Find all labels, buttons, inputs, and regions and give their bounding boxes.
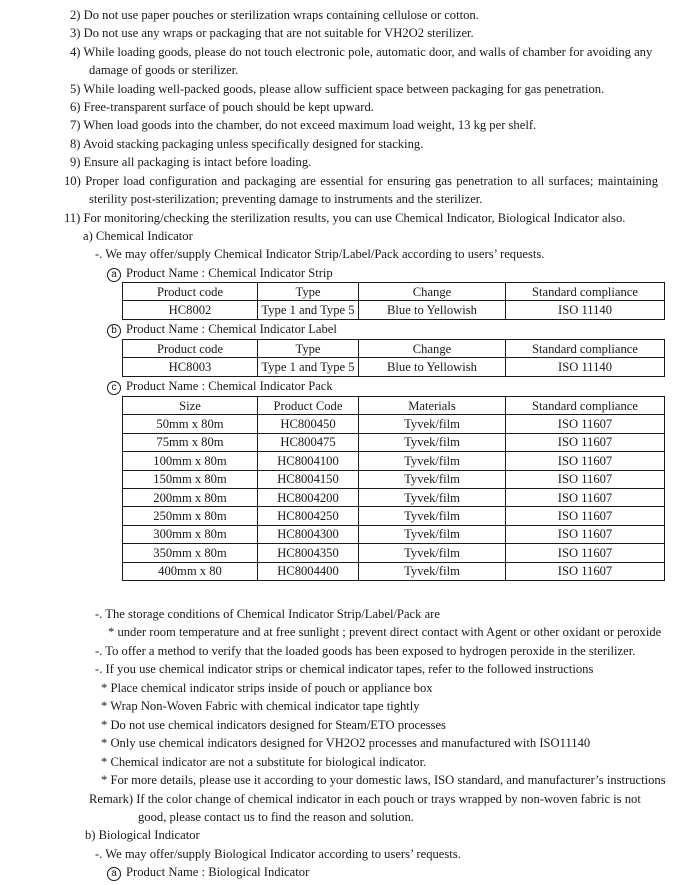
circled-b-marker: b [107,324,121,338]
cell-product-code: HC8004250 [258,507,359,525]
cell-standard: ISO 11607 [506,433,665,451]
item-6: 6) Free-transparent surface of pouch should be kept upward. [70,100,374,114]
storage-conditions: -. The storage conditions of Chemical Indicator Strip/Label/Pack are [95,607,440,621]
table-row [123,301,665,319]
circled-c-marker: c [107,381,121,395]
cell-size: 150mm x 80m [123,470,258,488]
cell-product-code: HC8004200 [258,488,359,506]
table-row [123,415,665,433]
table-row [123,358,665,376]
header-type: Type [258,283,359,301]
cell-product-code: HC8002 [123,301,258,319]
remark: Remark) If the color change of chemical indicator in each pouch or trays wrapped by non-woven fabric is not [89,792,641,806]
circled-a-marker: a [107,268,121,282]
header-materials: Materials [359,397,506,415]
pack-table [122,396,665,581]
strip-product-title [107,265,333,282]
circled-a-marker: a [107,867,121,881]
cell-product-code: HC8004350 [258,544,359,562]
cell-size: 400mm x 80 [123,562,258,580]
cell-standard: ISO 11607 [506,562,665,580]
table-row [123,433,665,451]
item-10: 10) Proper load configuration and packaging are essential for ensuring gas penetration to all surfaces; maintaining [64,174,658,188]
header-standard: Standard compliance [506,340,665,358]
cell-materials: Tyvek/film [359,415,506,433]
label-product-title [107,321,337,338]
cell-materials: Tyvek/film [359,470,506,488]
header-product-code: Product code [123,340,258,358]
table-row [123,452,665,470]
item-5: 5) While loading well-packed goods, please allow sufficient space between packaging for gas penetration. [70,82,605,96]
table-row [123,562,665,580]
cell-product-code: HC800450 [258,415,359,433]
cell-materials: Tyvek/film [359,562,506,580]
instructions-intro: -. If you use chemical indicator strips or chemical indicator tapes, refer to the followed instructions [95,662,594,676]
cell-materials: Tyvek/film [359,488,506,506]
pack-title-text: Product Name : Chemical Indicator Pack [126,379,333,393]
cell-materials: Tyvek/film [359,433,506,451]
chemical-indicator-heading: a) Chemical Indicator [83,229,193,243]
label-table [122,339,665,377]
cell-size: 300mm x 80m [123,525,258,543]
cell-type: Type 1 and Type 5 [258,301,359,319]
table-header-row [123,397,665,415]
strip-title-text: Product Name : Chemical Indicator Strip [126,266,333,280]
table-header-row [123,340,665,358]
remark-cont: good, please contact us to find the reason and solution. [138,810,414,824]
table-row [123,507,665,525]
cell-product-code: HC8004100 [258,452,359,470]
cell-type: Type 1 and Type 5 [258,358,359,376]
cell-size: 200mm x 80m [123,488,258,506]
header-product-code: Product code [123,283,258,301]
instruction-item: * Do not use chemical indicators designed for Steam/ETO processes [101,718,446,732]
cell-product-code: HC8003 [123,358,258,376]
instruction-item: * For more details, please use it according to your domestic laws, ISO standard, and manufacturer’s instructions [101,773,666,787]
storage-detail: * under room temperature and at free sunlight ; prevent direct contact with Agent or other oxidant or peroxide [108,625,662,639]
table-row [123,525,665,543]
header-size: Size [123,397,258,415]
item-4-cont: damage of goods or sterilizer. [89,63,239,77]
cell-product-code: HC8004400 [258,562,359,580]
cell-product-code: HC800475 [258,433,359,451]
item-10-cont: sterility post-sterilization; preventing damage to instruments and the sterilizer. [89,192,483,206]
cell-size: 350mm x 80m [123,544,258,562]
header-type: Type [258,340,359,358]
instruction-item: * Wrap Non-Woven Fabric with chemical indicator tape tightly [101,699,420,713]
instruction-item: * Only use chemical indicators designed for VH2O2 processes and manufactured with ISO11140 [101,736,591,750]
cell-standard: ISO 11607 [506,544,665,562]
table-row [123,470,665,488]
cell-product-code: HC8004150 [258,470,359,488]
table-header-row [123,283,665,301]
header-change: Change [359,283,506,301]
header-standard: Standard compliance [506,397,665,415]
cell-standard: ISO 11607 [506,452,665,470]
item-8: 8) Avoid stacking packaging unless specifically designed for stacking. [70,137,424,151]
biological-product-title [107,864,309,881]
cell-standard: ISO 11140 [506,358,665,376]
pack-product-title [107,378,333,395]
item-3: 3) Do not use any wraps or packaging that are not suitable for VH2O2 sterilizer. [70,26,474,40]
item-2: 2) Do not use paper pouches or sterilization wraps containing cellulose or cotton. [70,8,479,22]
biological-title-text: Product Name : Biological Indicator [126,865,310,879]
cell-materials: Tyvek/film [359,544,506,562]
cell-standard: ISO 11607 [506,415,665,433]
cell-standard: ISO 11607 [506,470,665,488]
chemical-offer-text: -. We may offer/supply Chemical Indicator Strip/Label/Pack according to users’ requests. [95,247,545,261]
cell-size: 250mm x 80m [123,507,258,525]
biological-offer-text: -. We may offer/supply Biological Indicator according to users’ requests. [95,847,461,861]
cell-product-code: HC8004300 [258,525,359,543]
strip-table [122,282,665,320]
verify-method: -. To offer a method to verify that the loaded goods has been exposed to hydrogen peroxide in the sterilizer. [95,644,636,658]
cell-standard: ISO 11607 [506,507,665,525]
cell-size: 50mm x 80m [123,415,258,433]
cell-standard: ISO 11607 [506,525,665,543]
item-4: 4) While loading goods, please do not touch electronic pole, automatic door, and walls of chamber for avoiding any [70,45,653,59]
cell-size: 100mm x 80m [123,452,258,470]
cell-materials: Tyvek/film [359,525,506,543]
cell-standard: ISO 11607 [506,488,665,506]
header-change: Change [359,340,506,358]
table-row [123,544,665,562]
cell-change: Blue to Yellowish [359,301,506,319]
cell-standard: ISO 11140 [506,301,665,319]
item-11: 11) For monitoring/checking the sterilization results, you can use Chemical Indicator, Biological Indicator also. [64,211,626,225]
cell-change: Blue to Yellowish [359,358,506,376]
item-7: 7) When load goods into the chamber, do not exceed maximum load weight, 13 kg per shelf. [70,118,537,132]
header-product-code: Product Code [258,397,359,415]
item-9: 9) Ensure all packaging is intact before loading. [70,155,312,169]
header-standard: Standard compliance [506,283,665,301]
table-row [123,488,665,506]
cell-materials: Tyvek/film [359,452,506,470]
label-title-text: Product Name : Chemical Indicator Label [126,322,337,336]
instruction-item: * Chemical indicator are not a substitute for biological indicator. [101,755,427,769]
cell-size: 75mm x 80m [123,433,258,451]
biological-indicator-heading: b) Biological Indicator [85,828,200,842]
instruction-item: * Place chemical indicator strips inside of pouch or appliance box [101,681,433,695]
cell-materials: Tyvek/film [359,507,506,525]
